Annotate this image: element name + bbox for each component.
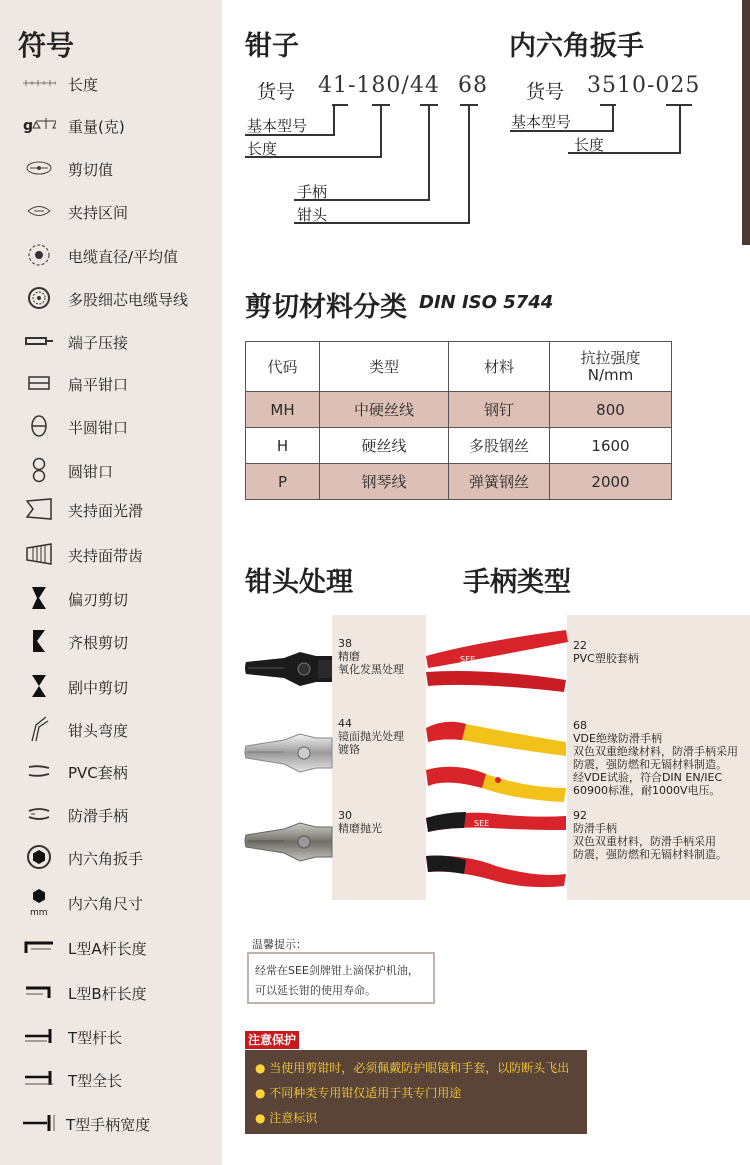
l-a-length-icon <box>22 932 56 962</box>
legend-item-stranded-cable: 多股细芯电缆导线 <box>0 279 222 319</box>
pliers-base-model: 基本型号 <box>247 117 308 135</box>
legend-title: 符号 <box>18 29 75 62</box>
flat-jaw-icon <box>22 368 56 398</box>
svg-text:SEE: SEE <box>474 819 490 828</box>
plier-head-chrome-image <box>244 728 334 782</box>
pliers-code-label: 货号 <box>257 81 296 103</box>
offset-cut-icon <box>22 583 56 613</box>
head-treatment-title: 钳头处理 <box>245 567 353 598</box>
t-total-icon <box>22 1064 56 1094</box>
pliers-code-head: 68 <box>458 73 488 98</box>
legend-item-smooth-grip: 夹持面光滑 <box>0 490 222 530</box>
table-row: MH 中硬丝线 钢钉 800 <box>246 392 672 428</box>
half-round-jaw-icon <box>22 411 56 441</box>
legend-item-hex-key: 内六角扳手 <box>0 838 222 878</box>
scale-icon <box>22 110 56 140</box>
stranded-cable-icon <box>22 283 56 313</box>
table-row: P 钢琴线 弹簧钢丝 2000 <box>246 464 672 500</box>
materials-standard: DIN ISO 5744 <box>419 292 554 313</box>
legend-item-offset-cut: 偏刃剪切 <box>0 579 222 619</box>
right-edge-accent <box>742 0 750 245</box>
svg-text:g: g <box>23 118 34 134</box>
materials-title: 剪切材料分类 <box>245 292 407 323</box>
symbol-legend-panel <box>0 0 222 1165</box>
round-jaw-icon <box>22 455 56 485</box>
flush-cut-icon <box>22 626 56 656</box>
legend-item-serrated-grip: 夹持面带齿 <box>0 535 222 575</box>
vde-insulated-handle-image <box>426 718 568 808</box>
legend-item-grip-range: 夹持区间 <box>0 192 222 232</box>
red-pvc-handle-image <box>426 628 568 702</box>
head-treatment-30: 30 精磨抛光 <box>338 809 382 835</box>
plier-head-black-image <box>244 648 334 694</box>
table-header-type: 类型 <box>320 342 449 392</box>
hex-key-icon <box>22 842 56 872</box>
caution-box <box>245 1050 587 1134</box>
hex-code-label: 货号 <box>526 81 565 103</box>
table-row: H 硬丝线 多股钢丝 1600 <box>246 428 672 464</box>
legend-item-pvc-handle: PVC套柄 <box>0 752 222 792</box>
pliers-connector-4 <box>468 104 470 224</box>
legend-item-bent-head: 钳头弯度 <box>0 710 222 750</box>
pliers-connector-3 <box>428 104 430 201</box>
hex-connector-1 <box>612 104 614 132</box>
legend-item-weight: g 重量(克) <box>0 106 222 146</box>
grip-range-icon <box>22 196 56 226</box>
pvc-handle-icon <box>22 756 56 786</box>
table-header-strength: 抗拉强度 N/mm <box>550 342 672 392</box>
table-header-material: 材料 <box>449 342 550 392</box>
legend-item-t-bar: T型杆长 <box>0 1017 222 1057</box>
legend-item-t-handle-width: T型手柄宽度 <box>0 1104 222 1144</box>
handle-types-title: 手柄类型 <box>463 567 571 598</box>
handle-type-22: 22 PVC塑胶套柄 <box>573 639 639 665</box>
antislip-handle-image <box>426 808 568 892</box>
handle-type-92: 92 防滑手柄 双色双重材料，防滑手柄采用 防震，强防燃和无镉材料制造。 <box>573 809 727 861</box>
bent-head-icon <box>22 714 56 744</box>
table-header-code: 代码 <box>246 342 320 392</box>
caution-item: ● 当使用剪钳时，必须佩戴防护眼镜和手套，以防断头飞出 <box>255 1061 570 1075</box>
hex-base-model: 基本型号 <box>511 113 572 131</box>
pliers-head: 钳头 <box>297 206 328 224</box>
cable-diameter-icon <box>22 240 56 270</box>
tip-box <box>247 952 435 1004</box>
pliers-connector-2 <box>380 104 382 158</box>
t-handle-width-icon <box>22 1108 56 1138</box>
legend-item-cut-value: 剪切值 <box>0 149 222 189</box>
legend-item-terminal-crimp: 端子压接 <box>0 322 222 362</box>
caution-title: 注意保护 <box>245 1031 299 1049</box>
legend-item-center-cut: 剧中剪切 <box>0 667 222 707</box>
legend-item-antislip-handle: 防滑手柄 <box>0 795 222 835</box>
hex-code: 3510-025 <box>587 73 701 98</box>
legend-item-flush-cut: 齐根剪切 <box>0 622 222 662</box>
antislip-handle-icon <box>22 799 56 829</box>
hex-connector-2 <box>679 104 681 154</box>
head-treatment-44: 44 镜面抛光处理 镀铬 <box>338 717 404 756</box>
pliers-title: 钳子 <box>245 31 299 62</box>
tip-title: 温馨提示： <box>252 938 307 951</box>
smooth-grip-icon <box>22 494 56 524</box>
legend-item-t-total: T型全长 <box>0 1060 222 1100</box>
legend-item-half-round-jaw: 半圆钳口 <box>0 407 222 447</box>
plier-head-polished-image <box>244 818 334 870</box>
tip-line-1: 经常在SEE剑牌钳上滴保护机油， <box>255 964 419 977</box>
legend-item-length: 长度 <box>0 64 222 104</box>
tip-line-2: 可以延长钳的使用寿命。 <box>255 984 376 997</box>
pliers-code-main: 41-180/44 <box>318 73 440 98</box>
legend-item-round-jaw: 圆钳口 <box>0 451 222 491</box>
svg-text:SEE: SEE <box>460 655 476 664</box>
svg-text:mm: mm <box>30 908 48 917</box>
legend-item-l-a-length: L型A杆长度 <box>0 928 222 968</box>
legend-item-flat-jaw: 扁平钳口 <box>0 364 222 404</box>
head-treatment-38: 38 精磨 氧化发黑处理 <box>338 637 404 676</box>
caution-item: ● 不同种类专用钳仅适用于其专门用途 <box>255 1086 462 1100</box>
hex-size-icon <box>22 887 56 917</box>
serrated-grip-icon <box>22 539 56 569</box>
pliers-length: 长度 <box>247 140 278 158</box>
center-cut-icon <box>22 671 56 701</box>
handle-type-68: 68 VDE绝缘防滑手柄 双色双重绝缘材料，防滑手柄采用 防震，强防燃和无镉材料制造。 经VDE试验，符合DIN EN/IEC 60900标准，耐1000V电压。 <box>573 719 738 797</box>
pliers-connector-1 <box>333 104 335 136</box>
l-b-length-icon <box>22 977 56 1007</box>
hex-length: 长度 <box>574 136 605 154</box>
cut-value-icon <box>22 153 56 183</box>
t-bar-icon <box>22 1021 56 1051</box>
caution-item: ● 注意标识 <box>255 1111 318 1125</box>
legend-item-l-b-length: L型B杆长度 <box>0 973 222 1013</box>
pliers-handle: 手柄 <box>297 183 328 201</box>
hex-title: 内六角扳手 <box>509 31 644 62</box>
materials-table <box>245 341 672 500</box>
terminal-crimp-icon <box>22 326 56 356</box>
legend-item-cable-diameter: 电缆直径/平均值 <box>0 236 222 276</box>
table-header-row <box>246 342 672 392</box>
ruler-icon <box>22 68 56 98</box>
legend-item-hex-size: mm 内六角尺寸 <box>0 883 222 923</box>
